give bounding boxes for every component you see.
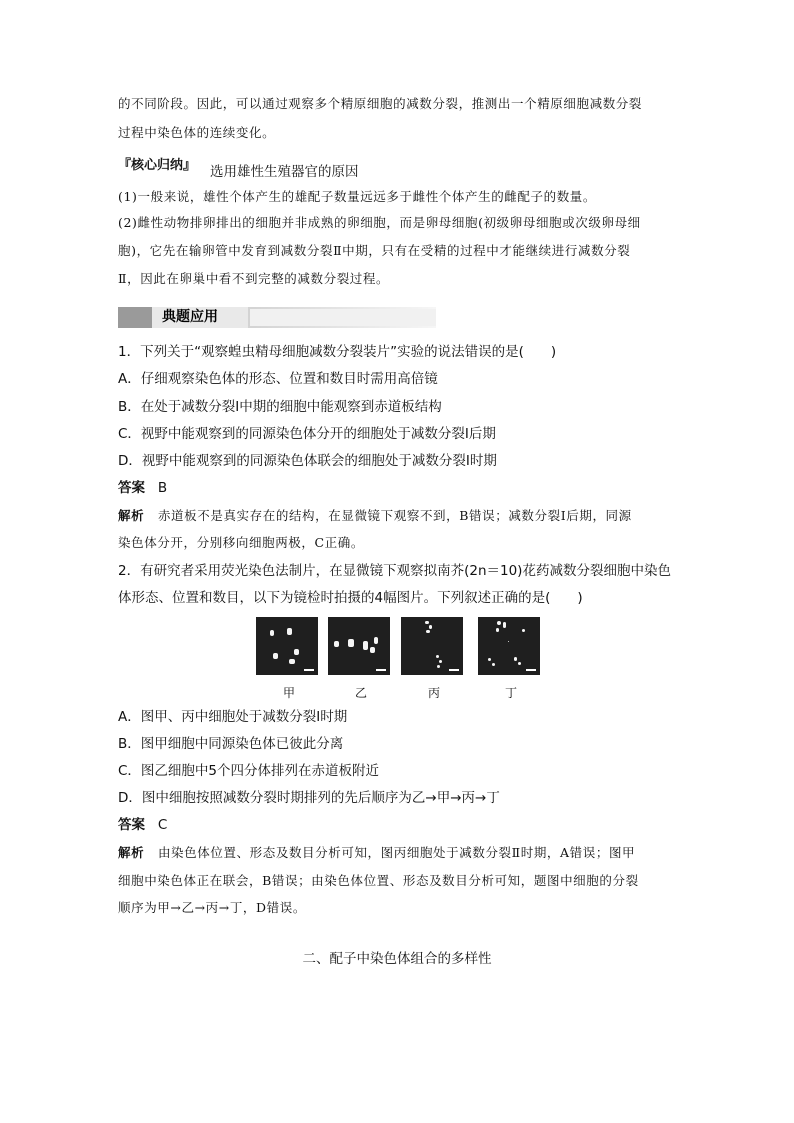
intro-line-1: 的不同阶段。因此，可以通过观察多个精原细胞的减数分裂，推测出一个精原细胞减数分裂: [118, 96, 643, 111]
q1-option-d: D．视野中能观察到的同源染色体联会的细胞处于减数分裂Ⅰ时期: [118, 453, 497, 469]
core-point-2-line-3: Ⅱ，因此在卵巢中看不到完整的减数分裂过程。: [118, 271, 390, 286]
micrograph-yi: [328, 617, 390, 675]
q2-analysis-line-2: 细胞中染色体正在联会，B错误；由染色体位置、形态及数目分析可知，题图中细胞的分裂: [118, 873, 639, 888]
core-summary-header: [118, 152, 418, 180]
intro-line-2: 过程中染色体的连续变化。: [118, 125, 276, 140]
q1-answer-label: 答案: [118, 480, 145, 496]
q1-option-c: C．视野中能观察到的同源染色体分开的细胞处于减数分裂Ⅰ后期: [118, 426, 496, 442]
micrograph-label-jia: 甲: [283, 686, 296, 700]
core-point-2-line-1: (2)雌性动物排卵排出的细胞并非成熟的卵细胞，而是卵母细胞(初级卵母细胞或次级卵母细: [118, 215, 641, 230]
q2-stem-line-2: 体形态、位置和数目，以下为镜检时拍摄的4幅图片。下列叙述正确的是( ): [118, 590, 583, 606]
micrograph-label-bing: 丙: [428, 686, 441, 700]
q2-answer-row: [118, 815, 167, 835]
q1-analysis-text-1: 赤道板不是真实存在的结构，在显微镜下观察不到，B错误；减数分裂Ⅰ后期，同源: [157, 508, 632, 523]
q2-option-a: A．图甲、丙中细胞处于减数分裂Ⅰ时期: [118, 709, 348, 725]
micrograph-ding: [478, 617, 540, 675]
q1-analysis-label: 解析: [118, 508, 145, 523]
q2-analysis-label: 解析: [118, 845, 145, 860]
q2-analysis-line-1: [118, 843, 635, 863]
q2-option-c: C．图乙细胞中5个四分体排列在赤道板附近: [118, 763, 380, 779]
q2-analysis-line-3: 顺序为甲→乙→丙→丁，D错误。: [118, 900, 306, 915]
section-bar-typical-questions: [118, 307, 436, 328]
core-point-1: (1)一般来说，雄性个体产生的雄配子数量远远多于雌性个体产生的雌配子的数量。: [118, 189, 597, 204]
micrograph-jia: [256, 617, 318, 675]
core-summary-title: 选用雄性生殖器官的原因: [210, 164, 359, 180]
section-bar-title: 典题应用: [162, 309, 218, 325]
q1-stem: 1．下列关于“观察蝗虫精母细胞减数分裂装片”实验的说法错误的是( ): [118, 344, 557, 360]
q2-stem-line-1: 2．有研究者采用荧光染色法制片，在显微镜下观察拟南芥(2n＝10)花药减数分裂细胞中染色: [118, 563, 671, 579]
micrograph-bing: [401, 617, 463, 675]
section-bar-tail: [250, 309, 436, 326]
q2-answer-label: 答案: [118, 817, 145, 833]
q1-analysis-line-1: [118, 506, 632, 526]
q2-analysis-text-1: 由染色体位置、形态及数目分析可知，图丙细胞处于减数分裂Ⅱ时期，A错误；图甲: [157, 845, 636, 860]
q2-option-b: B．图甲细胞中同源染色体已彼此分离: [118, 736, 344, 752]
core-summary-tag: 『核心归纳』: [118, 158, 197, 173]
q2-option-d: D．图中细胞按照减数分裂时期排列的先后顺序为乙→甲→丙→丁: [118, 790, 500, 806]
section-heading-gamete-diversity: 二、配子中染色体组合的多样性: [302, 951, 492, 967]
q1-analysis-line-2: 染色体分开，分别移向细胞两极，C正确。: [118, 535, 364, 550]
q1-answer-row: [118, 478, 167, 498]
micrograph-label-ding: 丁: [505, 686, 518, 700]
micrograph-label-yi: 乙: [355, 686, 368, 700]
core-point-2-line-2: 胞)，它先在输卵管中发育到减数分裂Ⅱ中期，只有在受精的过程中才能继续进行减数分裂: [118, 243, 631, 258]
q1-option-a: A．仔细观察染色体的形态、位置和数目时需用高倍镜: [118, 371, 438, 387]
q1-answer-value: B: [157, 480, 168, 496]
q2-answer-value: C: [157, 817, 168, 833]
q1-option-b: B．在处于减数分裂Ⅰ中期的细胞中能观察到赤道板结构: [118, 399, 442, 415]
